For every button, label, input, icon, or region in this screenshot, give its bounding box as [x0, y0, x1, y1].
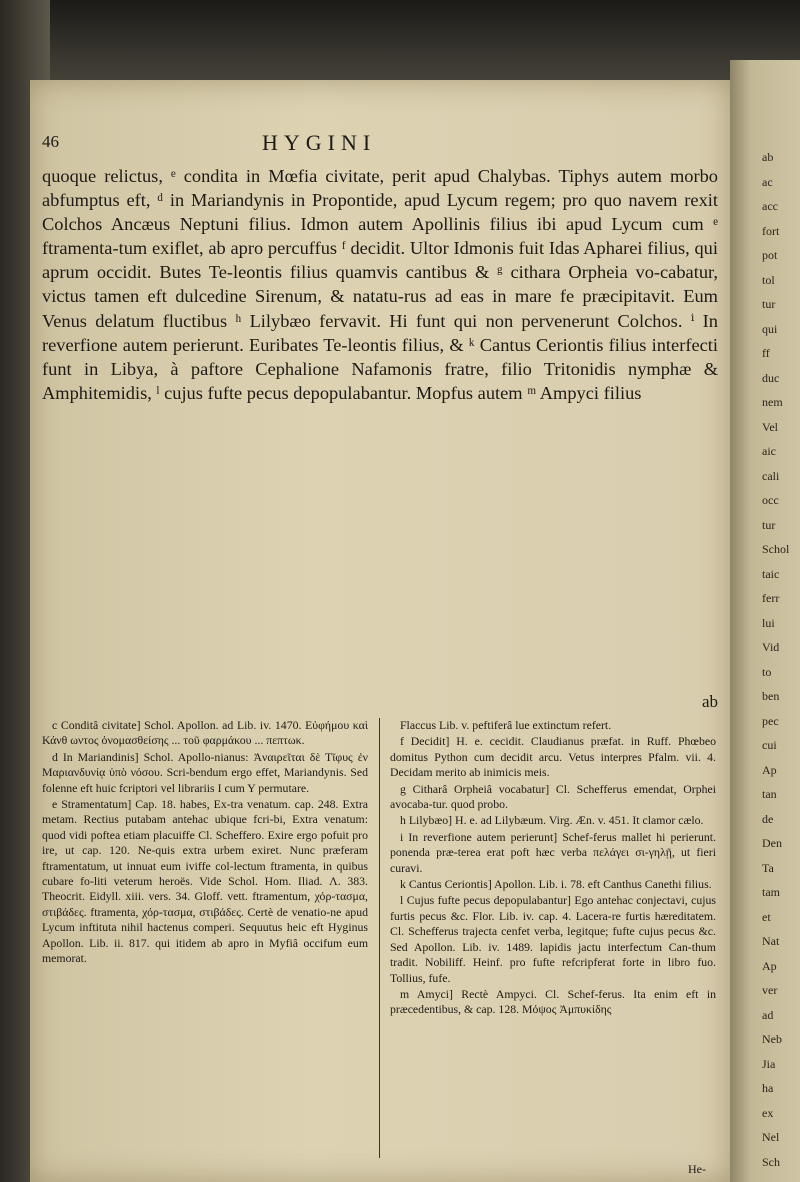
facing-page-fragment: nem: [762, 395, 783, 409]
footnotes: [42, 718, 718, 1176]
facing-page-fragment: ab: [762, 150, 774, 164]
facing-page-fragment: Neb: [762, 1032, 782, 1046]
facing-page-fragment: Schol: [762, 542, 790, 556]
facing-page-fragment: duc: [762, 370, 780, 385]
note-d: d In Mariandinis] Schol. Apollo-nianus: Ἀναιρεῖται δὲ Τῖφυς ἐν Μαριανδυνίᾳ ὑπὸ νόσου. Scri-bendum ergo effet, Mariandynis. Sed folenne eft huic fcriptori vel librariis I cum Y permutare.: [42, 749, 368, 795]
facing-page-edge: [730, 60, 800, 1182]
facing-page-fragment: ferr: [762, 591, 780, 605]
facing-page-fragment: ver: [762, 983, 778, 997]
note-l: l Cujus fufte pecus depopulabantur] Ego antehac conjectavi, cujus furtis pecus &c. Flor. Lib. iv. cap. 4. Lacera-re furtis hæreditatem. Cl. Schefferus trajecta cenfet verba, legitque; fufte cujus pecus &c. Sed Apollon. Lib. iv. 1489. lapidis jactu interfectum Can-thum tradit. Nobiliff. Heinf. pro fufte refcripferat forte in libro fuo. Tollius, fufe.: [390, 893, 716, 985]
facing-page-fragment: Vid: [762, 640, 780, 654]
facing-page-fragment: Den: [762, 836, 782, 850]
note-e: e Stramentatum] Cap. 18. habes, Ex-tra venatum. cap. 248. Extra metam. Rectius putabam antehac ubique fcri-bi, Extra venatum: quod vidi poftea etiam placuiffe Cl. Scheffero. Exire ergo pofuit pro ire, ut cap. 120. Ne-quis extra urbem exiret. Nunc præferam ftramentatum, ut innuat eum iviffe col-lectum ftramenta, in quibus cubare fo-liti veterum heroës. Vide Schol. Hom. Iliad. Λ. 383. Theocrit. Eidyll. xiii. vers. 34. Gloff. vett. ftramentum, χόρ-τασμα, στιβάδες. ftramenta, χόρ-τασμα, στιβάδες. Certè de venatio-ne apud Lycum inftituta nihil hactenus comperi. Sequutus heic eft Hyginus Apollon. Lib. ii. 817. qui itidem ab apro in Myfiâ occifum eum memorat.: [42, 797, 368, 966]
facing-page-fragment: de: [762, 811, 774, 826]
facing-page-fragment: occ: [762, 493, 779, 507]
facing-page-fragment: Ap: [762, 958, 777, 973]
note-g: g Citharâ Orpheiâ vocabatur] Cl. Schefferus emendat, Orphei avocaba-tur. quod probo.: [390, 781, 716, 812]
note-i: i In reverfione autem perierunt] Schef-ferus mallet hi perierunt. ponenda præ-terea erat poft hæc verba πελάγει σι-γηλῇ, ut fieri curavi.: [390, 829, 716, 875]
facing-page-fragment: cui: [762, 738, 777, 752]
facing-page-fragment: tur: [762, 297, 776, 311]
facing-page-fragment: lui: [762, 615, 775, 630]
facing-page-fragment: Nel: [762, 1130, 780, 1144]
facing-page-fragment: Nat: [762, 934, 780, 948]
facing-page-fragment: ac: [762, 174, 773, 189]
facing-page-fragment: tur: [762, 517, 776, 532]
running-head: HYGINI: [262, 130, 377, 155]
facing-page-fragment: et: [762, 909, 771, 924]
note-f: f Decidit] H. e. cecidit. Claudianus præfat. in Ruff. Phœbeo domitus Python cum decidit arcu. Vetus interpres Pfalm. vii. 4. Decidam merito ab inimicis meis.: [390, 734, 716, 780]
notes-catchword: He-: [688, 1162, 706, 1176]
facing-page-fragment: tan: [762, 787, 777, 801]
facing-page-fragment: tam: [762, 885, 780, 899]
note-e-cont: Flaccus Lib. v. peftiferâ lue extinctum refert.: [400, 718, 612, 732]
catchword: ab: [701, 692, 718, 711]
facing-page-fragment: Sch: [762, 1154, 780, 1169]
facing-page-fragment: ad: [762, 1007, 774, 1022]
main-text: [42, 164, 718, 405]
facing-page-fragment: pec: [762, 713, 779, 728]
facing-page-fragment: Vel: [762, 419, 778, 434]
facing-page-fragment: ha: [762, 1081, 774, 1095]
page-number: 46: [42, 132, 59, 151]
notes-left-column: [42, 718, 368, 968]
facing-page-fragment: cali: [762, 468, 780, 483]
note-h: h Lilybæo] H. e. ad Lilybæum. Virg. Æn. v. 451. It clamor cælo.: [400, 813, 704, 828]
facing-page-fragment: taic: [762, 566, 780, 581]
facing-page-fragment: to: [762, 664, 772, 679]
facing-page-fragment: ben: [762, 689, 780, 703]
facing-page-fragment: tol: [762, 272, 775, 287]
facing-page-fragment: aic: [762, 444, 776, 458]
note-c: c Conditâ civitate] Schol. Apollon. ad Lib. iv. 1470. Εὐφήμου καὶ Κάνθ ωντος ὀνομασθείσης ... τοῦ φαρμάκου ... πεπτωκ.: [42, 718, 368, 748]
facing-page-fragment: Ta: [762, 860, 774, 875]
book-page: [30, 80, 730, 1182]
facing-page-fragment: acc: [762, 199, 778, 213]
facing-page-fragment: Ap: [762, 762, 777, 777]
note-k: k Cantus Ceriontis] Apollon. Lib. i. 78. eft Canthus Canethi filius.: [400, 877, 712, 892]
facing-page-fragment: ff: [762, 346, 770, 360]
facing-page-fragment: pot: [762, 248, 778, 262]
facing-page-fragment: ex: [762, 1105, 774, 1120]
note-m: m Amyci] Rectè Ampyci. Cl. Schef-ferus. Ita enim eft in præcedentibus, & cap. 128. Μόψος Ἀμπυκίδης: [390, 986, 716, 1017]
facing-page-fragment: qui: [762, 321, 778, 336]
main-paragraph: quoque relictus, ᵉ condita in Mœfia civitate, perit apud Chalybas. Tiphys autem morbo abfumptus eft, ᵈ in Mariandynis in Propontide, apud Lycum regem; pro quo navem rexit Colchos Ancæus Neptuni filius. Idmon autem Apollinis filius ibi apud Lycum cum ᵉ ftramenta-tum exiflet, ab apro percuffus ᶠ decidit. Ultor Idmonis fuit Idas Apharei filius, qui aprum occidit. Butes Te-leontis filius quamvis cantibus & ᵍ cithara Orpheia vo-cabatur, victus tamen eft dulcedine Sirenum, & natatu-rus ad eas in mare fe præcipitavit. Eum Venus delatum fluctibus ʰ Lilybæo fervavit. Hi funt qui non pervenerunt Colchos. ⁱ In reverfione autem perierunt. Euribates Te-leontis filius, & ᵏ Cantus Ceriontis filius interfecti funt in Libya, à paftore Cephalione Nafamonis fratre, filio Tritonidis nymphæ & Amphitemidis, ˡ cujus fufte pecus depopulabantur. Mopfus autem ᵐ Ampyci filius: [42, 166, 718, 403]
column-divider: [379, 718, 380, 1158]
facing-page-fragment: fort: [762, 223, 780, 238]
facing-page-fragment: Jia: [762, 1056, 776, 1071]
page-header: [42, 130, 718, 154]
notes-right-column: [390, 718, 716, 1019]
